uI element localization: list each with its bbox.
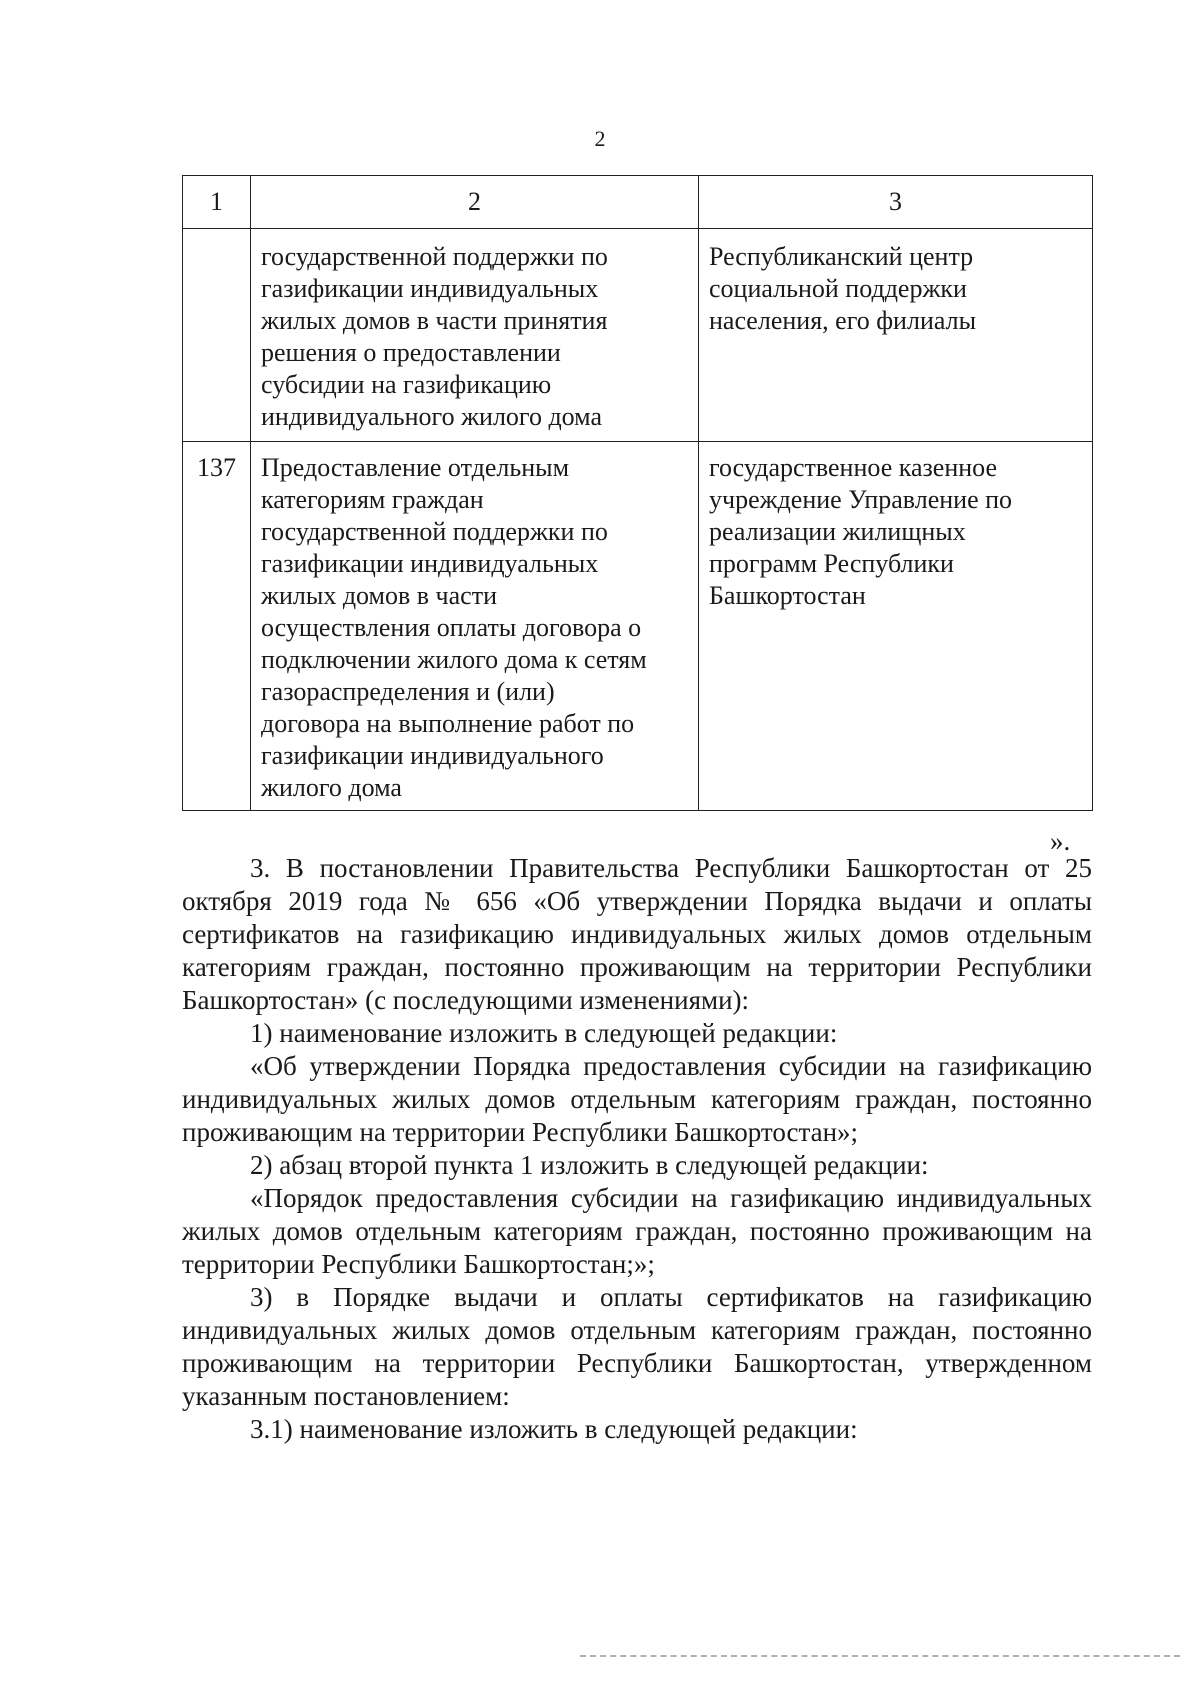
paragraph: «Порядок предоставления субсидии на газификацию индивидуальных жилых домов отдельным категориям граждан, постоянно проживающим на территории Республики Башкортостан;»; [182,1183,1092,1279]
service-description: Предоставление отдельным категориям граждан государственной поддержки по газификации индивидуальных жилых домов в части осуществления оплаты договора о подключении жилого дома к сетям газораспределения и (или) договора на выполнение работ по газификации индивидуального жилого дома [251,442,699,811]
paragraph: 2) абзац второй пункта 1 изложить в следующей редакции: [250,1150,929,1180]
row-number: 137 [183,442,251,811]
paragraph: 1) наименование изложить в следующей редакции: [250,1018,838,1048]
table-header-cell: 1 [183,176,251,229]
service-executor: государственное казенное учреждение Управление по реализации жилищных программ Республики Башкортостан [699,442,1093,811]
row-number [183,229,251,442]
table-header-cell: 3 [699,176,1093,229]
service-executor: Республиканский центр социальной поддержки населения, его филиалы [699,229,1093,442]
closing-quote: ». [1050,826,1071,856]
paragraph: 3.1) наименование изложить в следующей редакции: [250,1414,858,1444]
table-header-cell: 2 [251,176,699,229]
page-number: 2 [594,126,606,151]
services-table [182,175,1093,811]
paragraph: 3) в Порядке выдачи и оплаты сертификатов на газификацию индивидуальных жилых домов отдельным категориям граждан, постоянно проживающим на территории Республики Башкортостан, утвержденном указанным постановлением: [182,1282,1092,1411]
scan-divider [580,1655,1180,1657]
document-body [182,852,1092,1446]
paragraph: 3. В постановлении Правительства Республики Башкортостан от 25 октября 2019 года № 656 «Об утверждении Порядка выдачи и оплаты сертификатов на газификацию индивидуальных жилых домов отдельным категориям граждан, постоянно проживающим на территории Республики Башкортостан» (с последующими изменениями): [182,853,1092,1015]
paragraph: «Об утверждении Порядка предоставления субсидии на газификацию индивидуальных жилых домов отдельным категориям граждан, постоянно проживающим на территории Республики Башкортостан»; [182,1051,1092,1147]
table-header-row [183,176,1093,229]
table-row [183,229,1093,442]
service-description: государственной поддержки по газификации индивидуальных жилых домов в части принятия решения о предоставлении субсидии на газификацию индивидуального жилого дома [251,229,699,442]
table-row [183,442,1093,811]
